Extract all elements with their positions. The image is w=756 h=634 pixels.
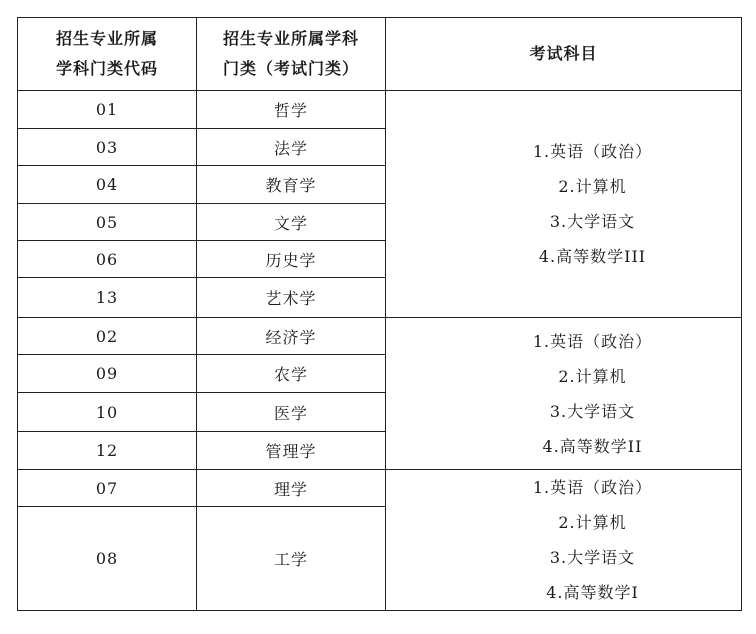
- discipline-name-cell: 农学: [197, 355, 386, 393]
- exam-subjects-cell: [386, 318, 742, 470]
- exam-subject-item: 1.英语（政治）: [532, 331, 653, 351]
- exam-subject-item: 4.高等数学II: [542, 436, 643, 456]
- discipline-code-cell: 12: [18, 432, 197, 470]
- discipline-code-cell: 13: [18, 278, 197, 318]
- discipline-code-cell: 04: [18, 166, 197, 204]
- table-row: [18, 470, 742, 507]
- discipline-name-cell: 艺术学: [197, 278, 386, 318]
- table-row: [18, 318, 742, 355]
- discipline-code-cell: 06: [18, 241, 197, 278]
- exam-subject-item: 1.英语（政治）: [532, 142, 653, 161]
- discipline-name-cell: 管理学: [197, 432, 386, 470]
- header-discipline-code-line: 招生专业所属: [55, 29, 158, 48]
- exam-subject-item: 2.计算机: [558, 366, 627, 386]
- discipline-code-cell: 01: [18, 91, 197, 129]
- table-row: [18, 91, 742, 129]
- header-discipline-code-line: 学科门类代码: [55, 59, 158, 78]
- discipline-code-cell: 03: [18, 129, 197, 166]
- exam-subject-item: 3.大学语文: [549, 401, 636, 421]
- header-discipline-category: [197, 18, 386, 91]
- exam-subject-item: 2.计算机: [558, 177, 627, 196]
- exam-subject-item: 4.高等数学III: [538, 247, 647, 266]
- exam-subjects-table: [17, 17, 742, 611]
- discipline-name-cell: 教育学: [197, 166, 386, 204]
- exam-subject-item: 3.大学语文: [549, 548, 636, 567]
- header-discipline-code: [18, 18, 197, 91]
- discipline-code-cell: 05: [18, 204, 197, 241]
- discipline-name-cell: 文学: [197, 204, 386, 241]
- exam-subject-item: 1.英语（政治）: [532, 478, 653, 497]
- discipline-code-cell: 09: [18, 355, 197, 393]
- discipline-name-cell: 工学: [197, 507, 386, 611]
- discipline-name-cell: 经济学: [197, 318, 386, 355]
- discipline-code-cell: 07: [18, 470, 197, 507]
- exam-subject-item: 4.高等数学I: [546, 583, 639, 602]
- exam-subjects-cell: [386, 470, 742, 611]
- exam-subjects-cell: [386, 91, 742, 318]
- discipline-name-cell: 历史学: [197, 241, 386, 278]
- discipline-code-cell: 10: [18, 393, 197, 432]
- discipline-code-cell: 02: [18, 318, 197, 355]
- header-discipline-category-line: 招生专业所属学科: [222, 29, 359, 48]
- discipline-name-cell: 医学: [197, 393, 386, 432]
- discipline-code-cell: 08: [18, 507, 197, 611]
- header-discipline-category-line: 门类（考试门类）: [222, 59, 359, 78]
- discipline-name-cell: 哲学: [197, 91, 386, 129]
- exam-subject-item: 2.计算机: [558, 513, 627, 532]
- exam-subject-item: 3.大学语文: [549, 212, 636, 231]
- header-exam-subjects: 考试科目: [386, 18, 742, 91]
- discipline-name-cell: 理学: [197, 470, 386, 507]
- discipline-name-cell: 法学: [197, 129, 386, 166]
- header-row: [18, 18, 742, 91]
